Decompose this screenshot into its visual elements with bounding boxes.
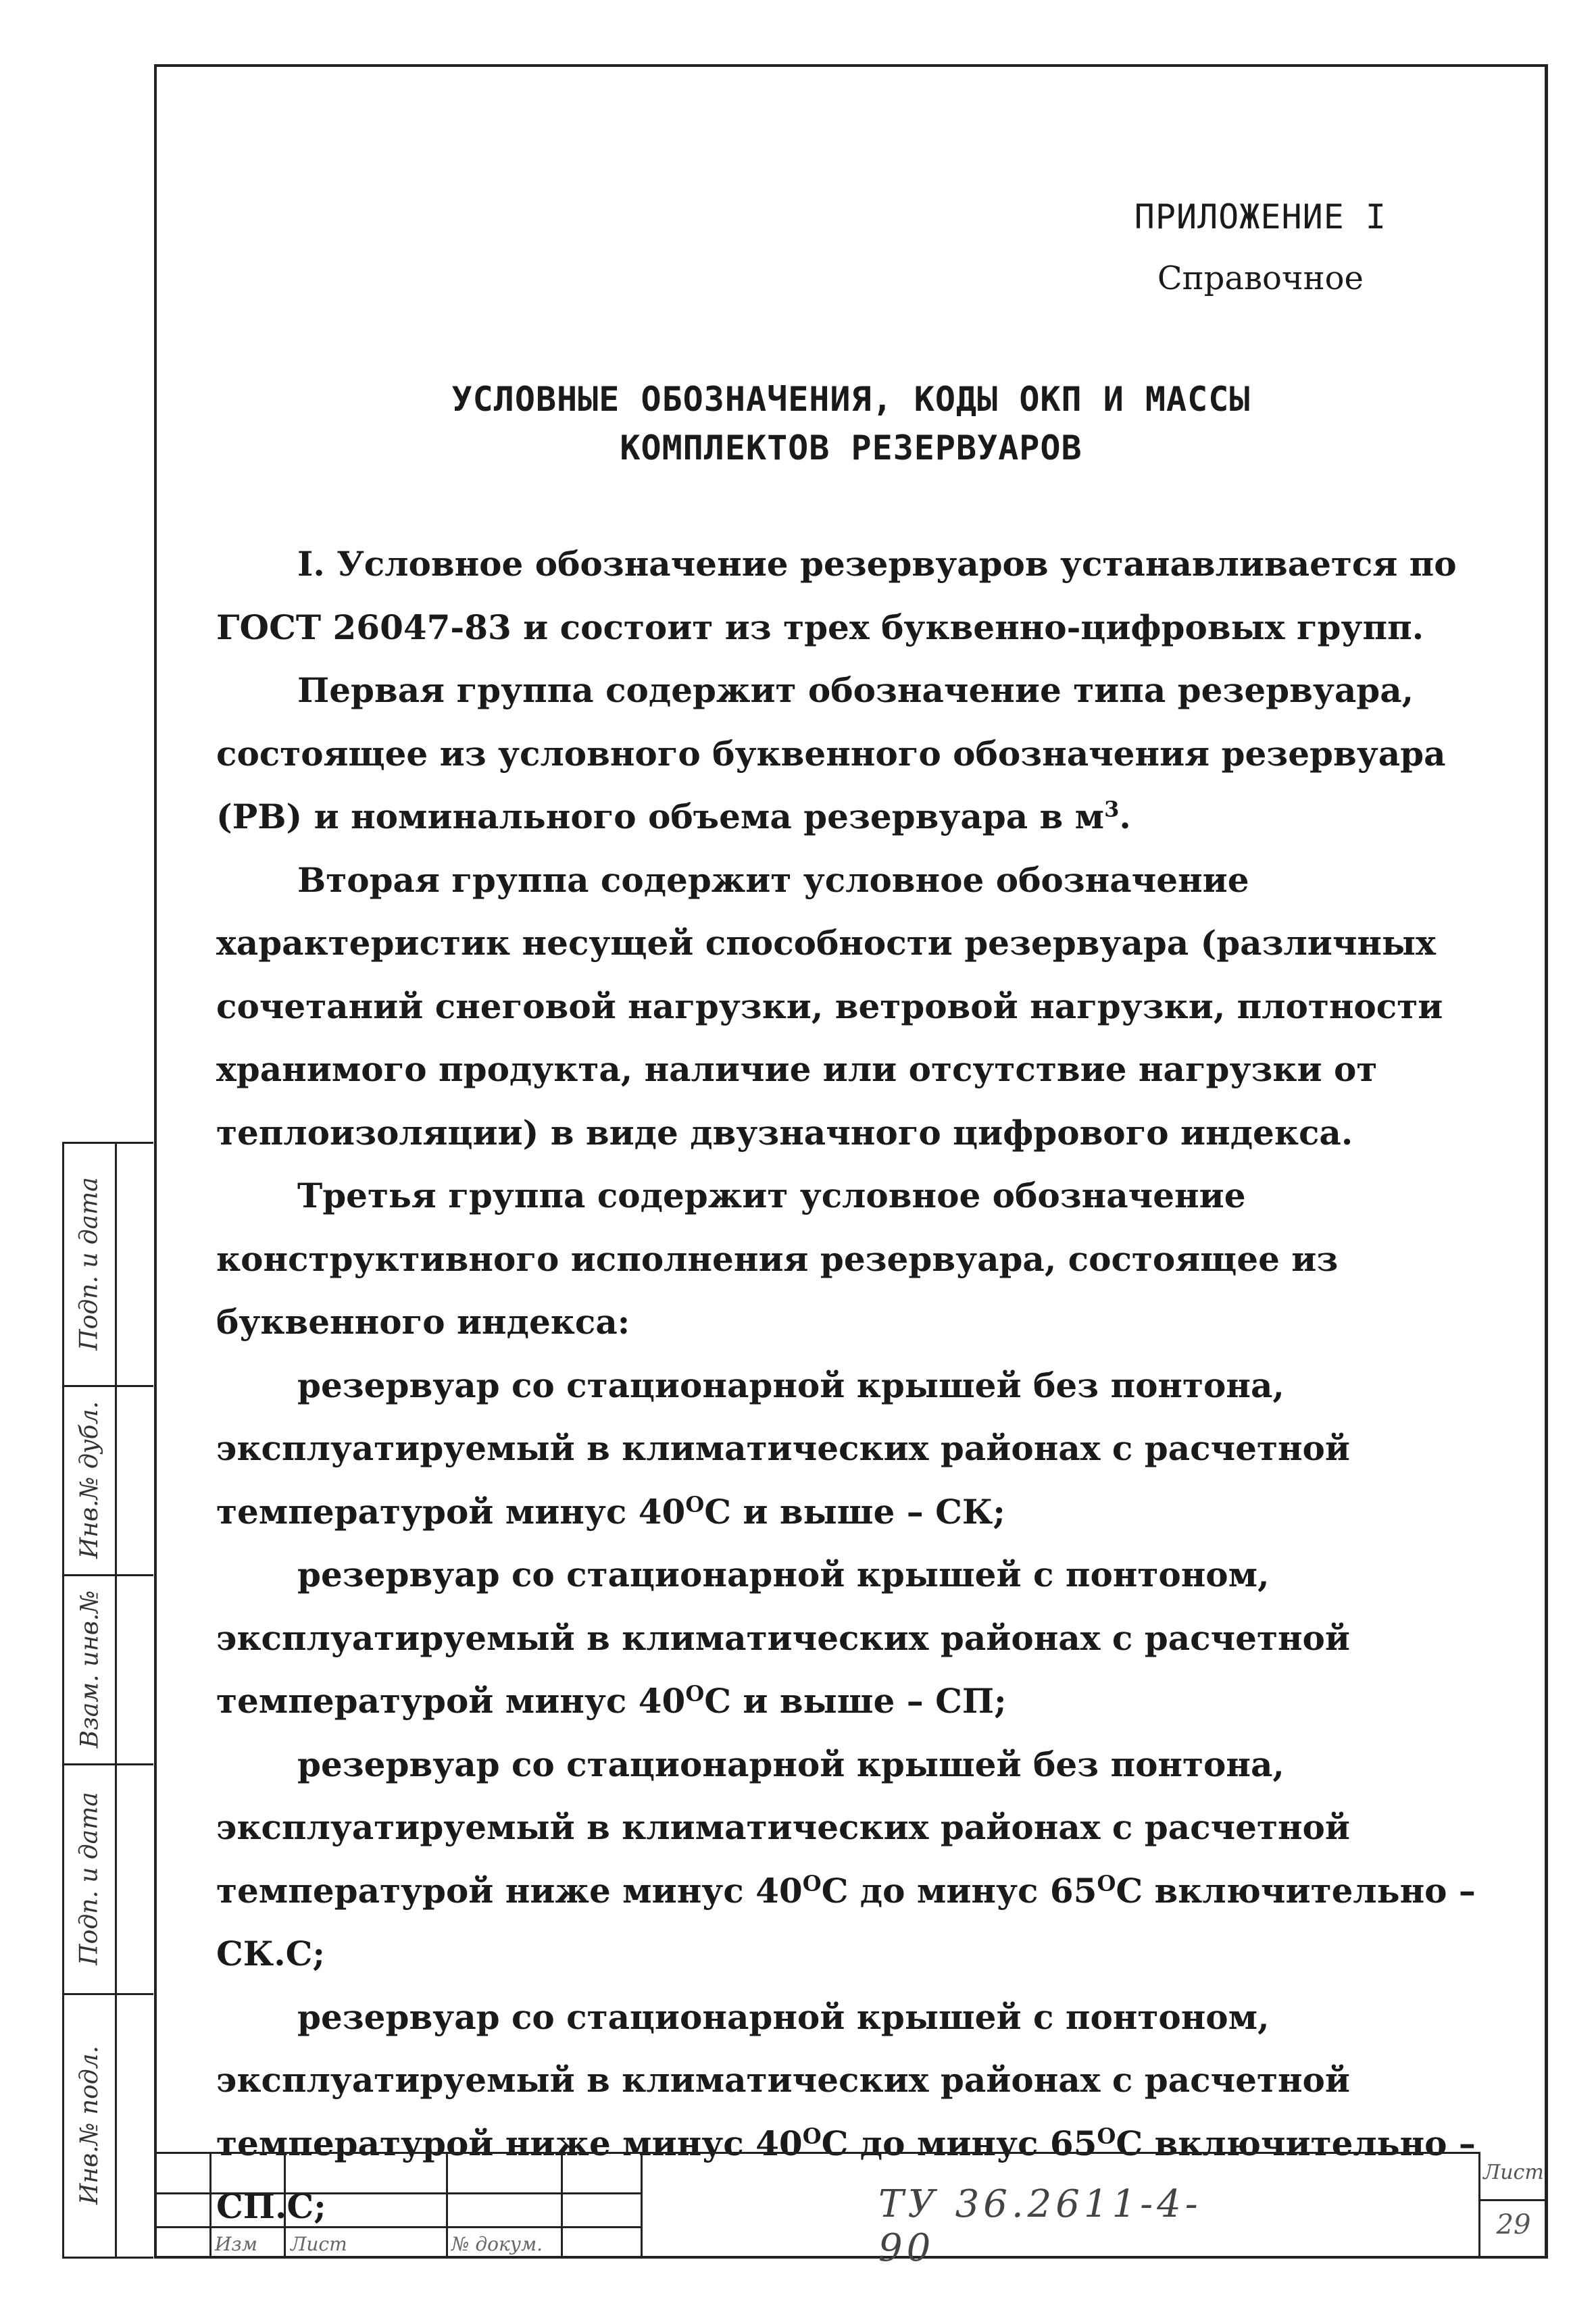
paragraph-6 <box>216 1543 1520 1733</box>
title-block-border <box>154 2226 641 2228</box>
paragraph-3: Вторая группа содержит условное обозначение характеристик несущей способности резервуара (различных сочетаний снеговой нагрузки, ветровой нагрузки, плотности хранимого продукта, наличие или отсутствие нагрузки от теплоизоляции) в виде двузначного цифрового индекса. <box>216 859 1443 1153</box>
title-block-border <box>641 2152 643 2259</box>
tb-cell-sheet: Лист <box>291 2233 347 2255</box>
appendix-number: ПРИЛОЖЕНИЕ I <box>1134 197 1387 236</box>
title-line-1: УСЛОВНЫЕ ОБОЗНАЧЕНИЯ, КОДЫ ОКП И МАССЫ <box>451 380 1251 419</box>
paragraph-8-text-a: резервуар со стационарной крышей с понтоном, эксплуатируемый в климатических районах с расчетной температурой ниже минус 40 <box>216 1996 1350 2163</box>
title-block-border <box>209 2152 211 2259</box>
document-code: ТУ 36.2611-4-90 <box>878 2182 1202 2270</box>
paragraph-5 <box>216 1354 1520 1544</box>
title-block-border <box>154 2192 641 2194</box>
paragraph-2-text: Первая группа содержит обозначение типа резервуара, состоящее из условного буквенного обозначения резервуара (РВ) и номинального объема резервуара в м <box>216 670 1446 836</box>
paragraph-6-text-a: резервуар со стационарной крышей с понтоном, эксплуатируемый в климатических районах с расчетной температурой минус 40 <box>216 1555 1350 1721</box>
paragraph-4: Третья группа содержит условное обозначение конструктивного исполнения резервуара, состоящее из буквенного индекса: <box>216 1176 1339 1342</box>
title-block-border <box>1478 2199 1546 2201</box>
degree-sign: O <box>802 1869 822 1896</box>
appendix-header <box>1134 197 1387 297</box>
degree-sign: O <box>685 1680 705 1707</box>
title-block-border <box>561 2152 563 2259</box>
paragraph-5-text-a: резервуар со стационарной крышей без понтона, эксплуатируемый в климатических районах с расчетной температурой минус 40 <box>216 1365 1350 1532</box>
document-body <box>216 532 1520 2238</box>
paragraph-1: I. Условное обозначение резервуаров устанавливается по ГОСТ 26047-83 и состоит из трех буквенно-цифровых групп. <box>216 544 1457 647</box>
sheet-number: 29 <box>1496 2209 1531 2240</box>
document-title <box>154 375 1548 472</box>
paragraph-2 <box>216 659 1520 849</box>
paragraph-7-text-c: С включительно – СК.С; <box>216 1870 1476 1973</box>
margin-label-replacement-inv: Взам. инв.№ <box>76 1590 103 1748</box>
margin-label-duplicate-inv: Инв.№ дубл. <box>76 1401 103 1559</box>
title-line-2: КОМПЛЕКТОВ РЕЗЕРВУАРОВ <box>620 428 1082 468</box>
degree-sign: O <box>1097 1869 1116 1896</box>
title-block-border <box>284 2152 286 2259</box>
paragraph-7-text-b: С до минус 65 <box>821 1870 1097 1911</box>
degree-sign: O <box>802 2122 822 2148</box>
paragraph-6-text-b: С и выше – СП; <box>704 1681 1007 1721</box>
sheet-label: Лист <box>1483 2161 1544 2184</box>
margin-label-signature-date: Подп. и дата <box>76 1176 103 1351</box>
degree-sign: O <box>1097 2122 1116 2148</box>
appendix-type: Справочное <box>1157 259 1364 297</box>
superscript-3: 3 <box>1104 796 1120 822</box>
margin-label-original-inv: Инв.№ подл. <box>76 2045 103 2205</box>
paragraph-7-text-a: резервуар со стационарной крышей без понтона, эксплуатируемый в климатических районах с расчетной температурой ниже минус 40 <box>216 1744 1350 1911</box>
margin-label-signature-date-2: Подп. и дата <box>76 1791 103 1965</box>
title-block-border <box>154 2152 1478 2154</box>
margin-stamp-divider <box>115 1142 117 2259</box>
tb-cell-change: Изм <box>215 2233 257 2255</box>
paragraph-5-text-b: С и выше – СК; <box>704 1491 1005 1532</box>
tb-cell-doc-num: № докум. <box>451 2233 543 2255</box>
title-block-border <box>446 2152 448 2259</box>
paragraph-8-text-c: С включительно – СП.С; <box>216 2123 1476 2226</box>
paragraph-2-end: . <box>1119 797 1131 836</box>
paragraph-8-text-b: С до минус 65 <box>821 2123 1097 2163</box>
paragraph-8 <box>216 1986 1520 2238</box>
paragraph-7 <box>216 1733 1520 1986</box>
degree-sign: O <box>685 1490 705 1517</box>
